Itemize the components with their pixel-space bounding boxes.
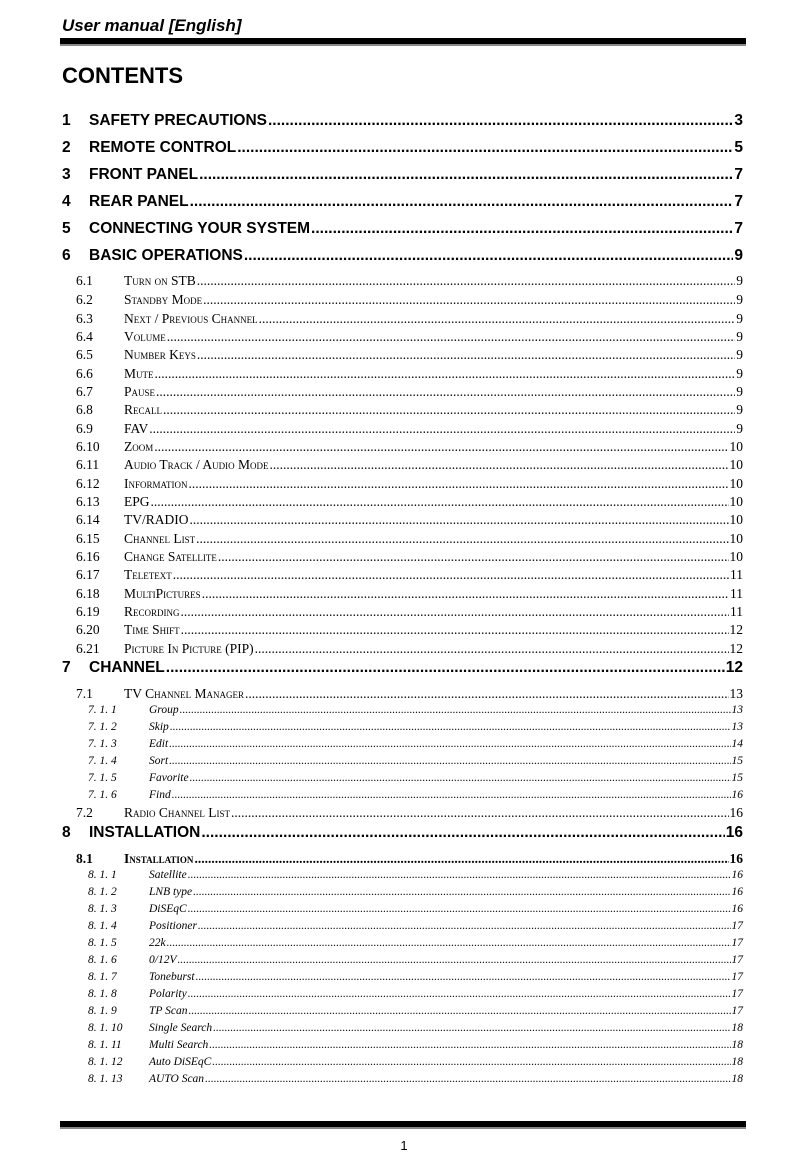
toc-entry-number: 7. 1. 5 — [88, 772, 117, 784]
toc-entry-page: 10 — [729, 549, 743, 564]
toc-entry-title: CHANNEL — [89, 659, 165, 676]
toc-dot-leader — [190, 772, 731, 784]
toc-dot-leader — [311, 220, 733, 238]
toc-entry-title: CONNECTING YOUR SYSTEM — [89, 220, 311, 237]
toc-entry-title: DiSEqC — [149, 903, 187, 915]
toc-entry-number: 6.13 — [76, 494, 100, 509]
toc-entry-page: 13 — [731, 704, 743, 716]
toc-entry-page: 9 — [736, 311, 743, 326]
toc-entry-number: 6.6 — [76, 366, 93, 381]
toc-entry-title: TV Channel Manager — [124, 686, 245, 701]
toc-entry-page: 16 — [731, 869, 743, 881]
toc-entry-page: 13 — [729, 686, 743, 701]
toc-entry-title: LNB type — [149, 886, 193, 898]
toc-entry-number: 6.20 — [76, 622, 100, 637]
toc-entry-title: Find — [149, 789, 171, 801]
toc-dot-leader — [163, 402, 735, 418]
toc-entry-number: 1 — [62, 112, 71, 129]
toc-entry[interactable] — [62, 193, 743, 211]
toc-entry[interactable] — [76, 311, 743, 327]
toc-dot-leader — [245, 686, 728, 702]
toc-entry-title: Channel List — [124, 531, 196, 546]
toc-entry-number: 6.10 — [76, 439, 100, 454]
toc-dot-leader — [197, 273, 735, 289]
toc-entry-page: 16 — [731, 903, 743, 915]
toc-entry[interactable] — [76, 347, 743, 363]
toc-entry-number: 8. 1. 5 — [88, 937, 117, 949]
toc-dot-leader — [237, 139, 733, 157]
toc-dot-leader — [181, 604, 729, 620]
toc-dot-leader — [170, 721, 731, 733]
toc-entry-page: 10 — [729, 457, 743, 472]
toc-entry-title: Toneburst — [149, 971, 195, 983]
toc-entry-title: REMOTE CONTROL — [89, 139, 237, 156]
toc-dot-leader — [155, 366, 736, 382]
toc-dot-leader — [218, 549, 729, 565]
toc-entry[interactable] — [88, 903, 743, 915]
toc-dot-leader — [149, 421, 735, 437]
toc-entry-page: 7 — [734, 193, 743, 210]
toc-entry-number: 7 — [62, 659, 71, 676]
toc-entry-page: 12 — [729, 641, 743, 656]
toc-entry-title: INSTALLATION — [89, 824, 201, 841]
toc-dot-leader — [173, 567, 729, 583]
toc-entry-page: 18 — [731, 1022, 743, 1034]
toc-entry-title: Edit — [149, 738, 169, 750]
toc-entry-number: 8. 1. 13 — [88, 1073, 123, 1085]
toc-entry[interactable] — [76, 567, 743, 583]
toc-entry[interactable] — [88, 772, 743, 784]
toc-entry-page: 17 — [731, 954, 743, 966]
toc-entry[interactable] — [62, 220, 743, 238]
toc-entry[interactable] — [76, 402, 743, 418]
toc-entry-number: 7. 1. 6 — [88, 789, 117, 801]
toc-entry[interactable] — [62, 824, 743, 842]
toc-dot-leader — [231, 805, 729, 821]
toc-entry[interactable] — [76, 512, 743, 528]
toc-entry[interactable] — [88, 721, 743, 733]
toc-entry-page: 13 — [731, 721, 743, 733]
toc-entry-title: FRONT PANEL — [89, 166, 199, 183]
toc-entry[interactable] — [62, 166, 743, 184]
toc-entry-title: BASIC OPERATIONS — [89, 247, 243, 264]
toc-entry-title: Change Satellite — [124, 549, 217, 564]
toc-entry-title: Recording — [124, 604, 180, 619]
toc-entry-title: Recall — [124, 402, 162, 417]
toc-dot-leader — [188, 1005, 730, 1017]
toc-entry-page: 9 — [736, 347, 743, 362]
toc-entry-number: 6.14 — [76, 512, 100, 527]
toc-entry[interactable] — [88, 954, 743, 966]
toc-entry[interactable] — [76, 549, 743, 565]
toc-entry[interactable] — [88, 789, 743, 801]
toc-dot-leader — [212, 1056, 730, 1068]
toc-entry-number: 8. 1. 12 — [88, 1056, 123, 1068]
toc-entry-page: 10 — [729, 531, 743, 546]
toc-entry[interactable] — [88, 920, 743, 932]
toc-dot-leader — [188, 869, 731, 881]
toc-entry-page: 12 — [725, 659, 743, 676]
toc-entry[interactable] — [88, 937, 743, 949]
toc-entry-number: 8. 1. 6 — [88, 954, 117, 966]
toc-entry-page: 16 — [731, 886, 743, 898]
toc-entry-title: Satellite — [149, 869, 187, 881]
toc-entry-title: 0/12V — [149, 954, 177, 966]
toc-entry-title: MultiPictures — [124, 586, 201, 601]
toc-entry[interactable] — [88, 869, 743, 881]
toc-entry-title: Next / Previous Channel — [124, 311, 258, 326]
toc-entry[interactable] — [76, 476, 743, 492]
toc-entry-number: 6 — [62, 247, 71, 264]
toc-dot-leader — [188, 988, 731, 1000]
toc-entry-title: Teletext — [124, 567, 172, 582]
toc-entry-title: AUTO Scan — [149, 1073, 205, 1085]
toc-dot-leader — [209, 1039, 730, 1051]
toc-entry[interactable] — [76, 622, 743, 638]
toc-dot-leader — [244, 247, 734, 265]
toc-entry-page: 18 — [731, 1073, 743, 1085]
toc-entry[interactable] — [88, 1005, 743, 1017]
toc-entry[interactable] — [76, 439, 743, 455]
toc-entry-page: 9 — [736, 292, 743, 307]
toc-entry[interactable] — [76, 641, 743, 657]
toc-dot-leader — [151, 494, 729, 510]
toc-dot-leader — [197, 347, 735, 363]
toc-entry-page: 5 — [734, 139, 743, 156]
toc-entry-number: 8. 1. 2 — [88, 886, 117, 898]
toc-entry-number: 6.7 — [76, 384, 93, 399]
toc-entry-page: 16 — [725, 824, 743, 841]
toc-dot-leader — [189, 476, 729, 492]
toc-entry-title: Turn on STB — [124, 273, 196, 288]
toc-entry-number: 7.2 — [76, 805, 93, 820]
toc-entry[interactable] — [76, 531, 743, 547]
toc-dot-leader — [167, 329, 736, 345]
toc-dot-leader — [190, 193, 734, 211]
toc-dot-leader — [203, 292, 735, 308]
toc-entry-page: 10 — [729, 476, 743, 491]
toc-dot-leader — [205, 1073, 730, 1085]
toc-entry[interactable] — [62, 659, 743, 677]
toc-entry-title: Time Shift — [124, 622, 180, 637]
toc-entry-title: Pause — [124, 384, 156, 399]
toc-entry[interactable] — [88, 738, 743, 750]
document-header-title: User manual [English] — [62, 16, 242, 35]
toc-entry-page: 14 — [731, 738, 743, 750]
toc-entry-number: 6.11 — [76, 457, 100, 472]
toc-entry-page: 17 — [731, 971, 743, 983]
toc-entry-page: 18 — [731, 1056, 743, 1068]
toc-entry-number: 7. 1. 2 — [88, 721, 117, 733]
toc-entry[interactable] — [88, 704, 743, 716]
toc-dot-leader — [196, 971, 731, 983]
toc-entry-number: 7. 1. 1 — [88, 704, 117, 716]
toc-entry-number: 3 — [62, 166, 71, 183]
toc-entry-title: Polarity — [149, 988, 187, 1000]
toc-entry-title: Sort — [149, 755, 169, 767]
toc-entry-number: 6.18 — [76, 586, 100, 601]
toc-entry-page: 10 — [729, 439, 743, 454]
toc-dot-leader — [259, 311, 736, 327]
toc-entry-page: 16 — [731, 789, 743, 801]
toc-entry-title: SAFETY PRECAUTIONS — [89, 112, 267, 129]
toc-entry[interactable] — [76, 457, 743, 473]
toc-entry[interactable] — [76, 366, 743, 382]
toc-entry[interactable] — [76, 292, 743, 308]
toc-entry[interactable] — [88, 1056, 743, 1068]
toc-entry-page: 9 — [736, 273, 743, 288]
toc-entry[interactable] — [76, 586, 743, 602]
toc-entry-page: 15 — [731, 755, 743, 767]
toc-dot-leader — [268, 112, 733, 130]
toc-dot-leader — [194, 851, 728, 867]
toc-entry-number: 8. 1. 10 — [88, 1022, 123, 1034]
toc-entry[interactable] — [88, 755, 743, 767]
toc-entry-title: Zoom — [124, 439, 154, 454]
toc-entry-title: Installation — [124, 851, 194, 866]
toc-dot-leader — [172, 789, 731, 801]
toc-entry-number: 6.15 — [76, 531, 100, 546]
toc-entry-number: 6.21 — [76, 641, 100, 656]
toc-entry-page: 12 — [729, 622, 743, 637]
toc-entry-number: 4 — [62, 193, 71, 210]
toc-entry-page: 17 — [731, 920, 743, 932]
toc-entry[interactable] — [88, 1039, 743, 1051]
toc-entry[interactable] — [76, 805, 743, 821]
toc-entry-number: 7. 1. 4 — [88, 755, 117, 767]
toc-entry-number: 8. 1. 8 — [88, 988, 117, 1000]
toc-entry-page: 9 — [736, 421, 743, 436]
toc-entry-page: 10 — [729, 494, 743, 509]
toc-entry-page: 11 — [730, 567, 743, 582]
toc-entry-number: 6.3 — [76, 311, 93, 326]
toc-entry-number: 6.16 — [76, 549, 100, 564]
toc-dot-leader — [181, 622, 729, 638]
toc-dot-leader — [196, 531, 728, 547]
toc-entry-title: TP Scan — [149, 1005, 188, 1017]
toc-entry-title: Information — [124, 476, 188, 491]
toc-dot-leader — [255, 641, 729, 657]
toc-dot-leader — [166, 659, 725, 677]
toc-dot-leader — [198, 920, 731, 932]
footer-rule — [60, 1121, 746, 1129]
toc-entry-number: 2 — [62, 139, 71, 156]
toc-entry-page: 17 — [731, 988, 743, 1000]
toc-entry-title: Standby Mode — [124, 292, 203, 307]
toc-entry-number: 8. 1. 3 — [88, 903, 117, 915]
toc-entry-number: 8 — [62, 824, 71, 841]
toc-entry-page: 17 — [731, 1005, 743, 1017]
toc-dot-leader — [156, 384, 735, 400]
toc-entry-number: 8. 1. 1 — [88, 869, 117, 881]
toc-dot-leader — [213, 1022, 730, 1034]
toc-entry-number: 8. 1. 11 — [88, 1039, 122, 1051]
toc-entry-title: EPG — [124, 494, 150, 509]
toc-entry-number: 8. 1. 9 — [88, 1005, 117, 1017]
toc-entry-title: Single Search — [149, 1022, 213, 1034]
toc-entry-number: 6.5 — [76, 347, 93, 362]
toc-entry[interactable] — [62, 112, 743, 130]
toc-entry-title: Group — [149, 704, 179, 716]
toc-entry-page: 7 — [734, 166, 743, 183]
toc-entry-number: 8. 1. 4 — [88, 920, 117, 932]
toc-dot-leader — [180, 704, 731, 716]
toc-entry-page: 15 — [731, 772, 743, 784]
toc-entry-title: Picture In Picture (PIP) — [124, 641, 254, 656]
toc-entry-page: 18 — [731, 1039, 743, 1051]
toc-dot-leader — [201, 824, 724, 842]
toc-entry-page: 9 — [736, 366, 743, 381]
toc-dot-leader — [154, 439, 728, 455]
toc-entry-title: Audio Track / Audio Mode — [124, 457, 269, 472]
toc-entry-number: 6.4 — [76, 329, 93, 344]
toc-entry[interactable] — [76, 604, 743, 620]
toc-entry-title: 22k — [149, 937, 166, 949]
toc-entry-title: Radio Channel List — [124, 805, 230, 820]
toc-entry-page: 9 — [736, 384, 743, 399]
toc-entry-title: Volume — [124, 329, 166, 344]
toc-dot-leader — [270, 457, 729, 473]
toc-entry-title: Auto DiSEqC — [149, 1056, 212, 1068]
toc-entry-page: 9 — [736, 329, 743, 344]
toc-entry-number: 8. 1. 7 — [88, 971, 117, 983]
toc-entry-title: REAR PANEL — [89, 193, 189, 210]
toc-entry-page: 16 — [729, 851, 743, 866]
toc-entry[interactable] — [62, 247, 743, 265]
toc-dot-leader — [199, 166, 733, 184]
toc-entry-number: 6.1 — [76, 273, 93, 288]
toc-entry-number: 7.1 — [76, 686, 93, 701]
toc-entry-page: 16 — [729, 805, 743, 820]
toc-entry-number: 6.19 — [76, 604, 100, 619]
toc-dot-leader — [169, 738, 730, 750]
toc-entry-title: Multi Search — [149, 1039, 209, 1051]
toc-entry-title: Positioner — [149, 920, 197, 932]
toc-entry-number: 5 — [62, 220, 71, 237]
toc-entry[interactable] — [76, 273, 743, 289]
toc-dot-leader — [190, 512, 729, 528]
toc-entry[interactable] — [88, 988, 743, 1000]
toc-entry-page: 10 — [729, 512, 743, 527]
toc-entry[interactable] — [88, 886, 743, 898]
toc-entry-page: 7 — [734, 220, 743, 237]
toc-entry[interactable] — [76, 851, 743, 867]
toc-entry-title: Skip — [149, 721, 169, 733]
toc-dot-leader — [167, 937, 731, 949]
toc-dot-leader — [193, 886, 730, 898]
toc-entry-number: 6.9 — [76, 421, 93, 436]
toc-entry-number: 6.2 — [76, 292, 93, 307]
contents-heading: CONTENTS — [62, 63, 183, 88]
toc-entry[interactable] — [76, 384, 743, 400]
toc-entry-number: 6.8 — [76, 402, 93, 417]
toc-dot-leader — [188, 903, 731, 915]
toc-entry-page: 17 — [731, 937, 743, 949]
toc-entry[interactable] — [88, 1022, 743, 1034]
toc-entry-page: 9 — [734, 247, 743, 264]
toc-dot-leader — [177, 954, 730, 966]
toc-entry-page: 3 — [734, 112, 743, 129]
toc-entry-number: 8.1 — [76, 851, 93, 866]
toc-dot-leader — [202, 586, 729, 602]
toc-entry[interactable] — [88, 1073, 743, 1085]
toc-entry-page: 11 — [730, 586, 743, 601]
toc-entry[interactable] — [76, 421, 743, 437]
toc-entry-page: 9 — [736, 402, 743, 417]
toc-entry[interactable] — [88, 971, 743, 983]
toc-entry-number: 6.17 — [76, 567, 100, 582]
toc-entry-title: Mute — [124, 366, 154, 381]
toc-entry-title: TV/RADIO — [124, 512, 189, 527]
toc-entry-number: 6.12 — [76, 476, 100, 491]
page-number: 1 — [400, 1138, 408, 1153]
toc-entry-number: 7. 1. 3 — [88, 738, 117, 750]
toc-entry-title: Favorite — [149, 772, 189, 784]
toc-entry-page: 11 — [730, 604, 743, 619]
toc-entry-title: FAV — [124, 421, 149, 436]
toc-entry[interactable] — [62, 139, 743, 157]
toc-entry[interactable] — [76, 686, 743, 702]
toc-entry-title: Number Keys — [124, 347, 196, 362]
toc-entry[interactable] — [76, 494, 743, 510]
toc-entry[interactable] — [76, 329, 743, 345]
toc-dot-leader — [169, 755, 730, 767]
